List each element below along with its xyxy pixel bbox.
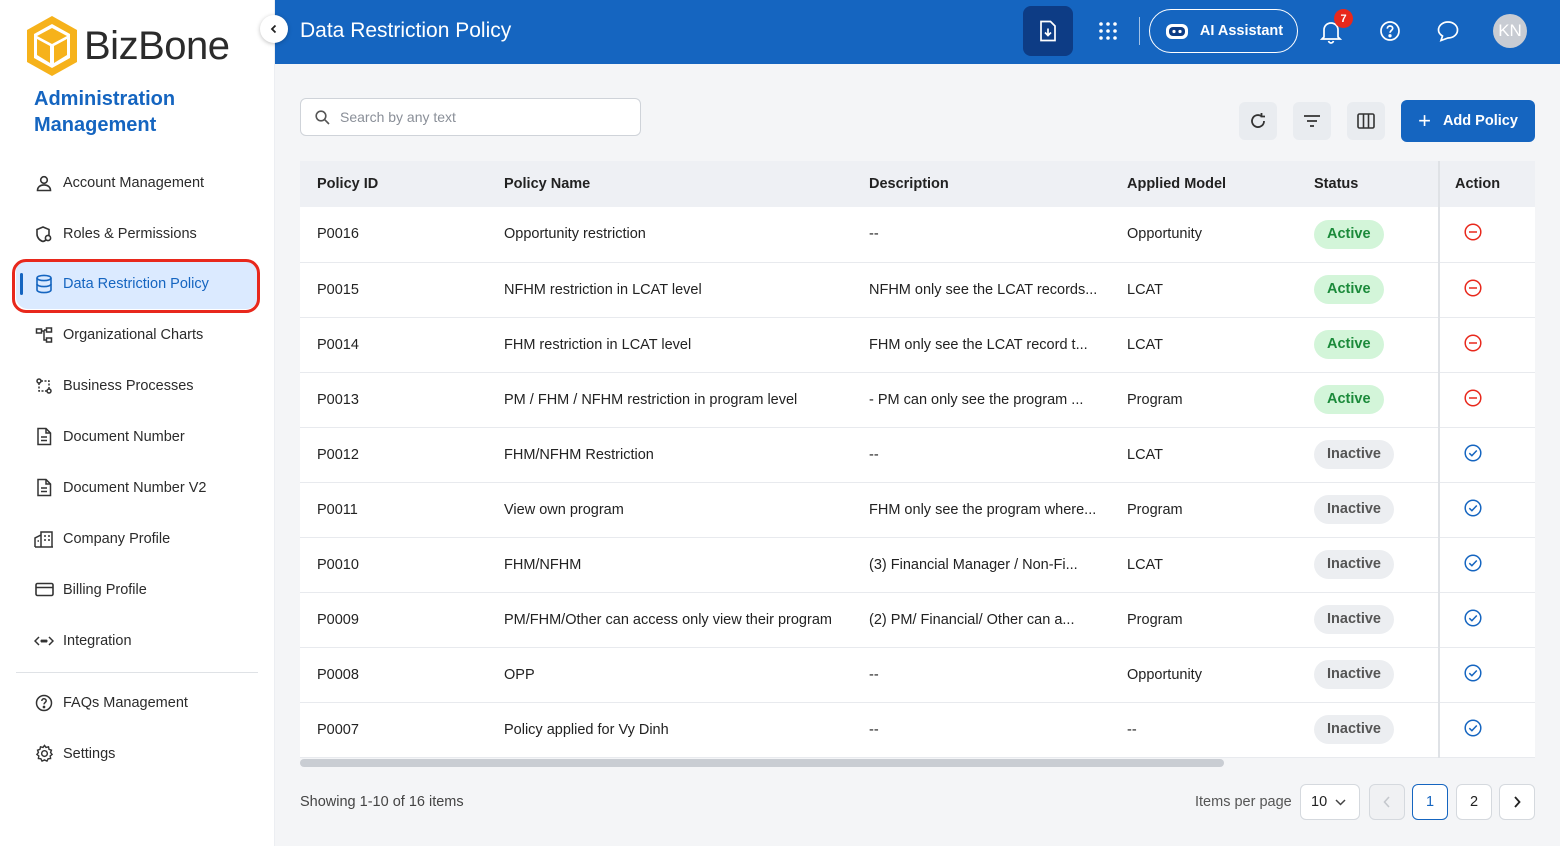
user-icon: [34, 173, 54, 193]
table-row[interactable]: [300, 317, 1535, 372]
cell-description: --: [869, 666, 879, 683]
sidebar-item-faqs-management[interactable]: [16, 677, 258, 728]
column-header-policy-name[interactable]: Policy Name: [504, 176, 591, 192]
cell-applied-model: Program: [1127, 501, 1183, 518]
table-row[interactable]: [300, 592, 1535, 647]
cell-status: [1297, 647, 1439, 702]
cell-action: [1439, 592, 1535, 647]
sidebar: [0, 0, 275, 846]
credit-card-icon: [34, 580, 54, 600]
top-header: [275, 0, 1560, 64]
download-file-icon: [1038, 20, 1058, 42]
filter-button[interactable]: [1293, 102, 1331, 140]
activate-button[interactable]: [1464, 664, 1482, 682]
status-badge: Inactive: [1314, 660, 1394, 689]
cell-applied-model: LCAT: [1127, 556, 1163, 573]
items-per-page-label: Items per page: [1195, 794, 1292, 810]
cell-description: --: [869, 226, 879, 243]
notification-badge: 7: [1334, 9, 1353, 28]
cell-status: [1297, 702, 1439, 757]
status-badge: Inactive: [1314, 715, 1394, 744]
cell-status: [1297, 317, 1439, 372]
deactivate-button[interactable]: [1464, 279, 1482, 297]
logo-text: BizBone: [84, 23, 230, 68]
cell-policy-id: P0011: [317, 501, 358, 518]
integration-icon: [34, 631, 54, 651]
cell-status: [1297, 372, 1439, 427]
cell-policy-name[interactable]: View own program: [504, 501, 624, 518]
sidebar-item-roles-permissions[interactable]: [16, 208, 258, 259]
sidebar-item-label: Integration: [63, 632, 132, 649]
chevron-left-icon: [269, 24, 279, 34]
cell-policy-id: P0008: [317, 666, 359, 683]
cell-policy-id: P0007: [317, 721, 359, 738]
sidebar-item-billing-profile[interactable]: [16, 564, 258, 615]
cell-status: [1297, 207, 1439, 262]
column-header-action: Action: [1439, 161, 1535, 207]
column-header-policy-id[interactable]: Policy ID: [317, 176, 379, 192]
sidebar-item-company-profile[interactable]: [16, 513, 258, 564]
search-input[interactable]: [340, 109, 620, 125]
cell-action: [1439, 537, 1535, 592]
search-box[interactable]: [300, 98, 641, 136]
cell-applied-model: --: [1127, 721, 1137, 738]
minus-circle-icon: [1464, 223, 1482, 241]
minus-circle-icon: [1464, 389, 1482, 407]
status-badge: Inactive: [1314, 605, 1394, 634]
sidebar-nav: [16, 157, 258, 779]
cell-policy-id: P0014: [317, 336, 359, 353]
sidebar-collapse-button[interactable]: [260, 15, 288, 43]
cell-applied-model: Opportunity: [1127, 666, 1202, 683]
columns-button[interactable]: [1347, 102, 1385, 140]
sidebar-item-account-management[interactable]: [16, 157, 258, 208]
sidebar-item-label: Roles & Permissions: [63, 225, 197, 242]
deactivate-button[interactable]: [1464, 334, 1482, 352]
table-row[interactable]: [300, 372, 1535, 427]
ai-assistant-button[interactable]: [1149, 9, 1298, 53]
table-header-row: [300, 161, 1535, 207]
refresh-button[interactable]: [1239, 102, 1277, 140]
sidebar-item-label: FAQs Management: [63, 694, 188, 711]
sidebar-item-label: Settings: [63, 745, 116, 762]
pagination-summary: Showing 1-10 of 16 items: [300, 794, 464, 810]
chevron-right-icon: [1513, 796, 1521, 808]
column-header-description[interactable]: Description: [869, 176, 949, 192]
cell-applied-model: LCAT: [1127, 281, 1163, 298]
cell-policy-name[interactable]: NFHM restriction in LCAT level: [504, 281, 702, 298]
activate-button[interactable]: [1464, 499, 1482, 517]
cell-action: [1439, 262, 1535, 317]
cell-policy-id: P0010: [317, 556, 359, 573]
activate-button[interactable]: [1464, 554, 1482, 572]
status-badge: Inactive: [1314, 550, 1394, 579]
cell-action: [1439, 427, 1535, 482]
cell-status: [1297, 592, 1439, 647]
check-circle-icon: [1464, 554, 1482, 572]
cell-policy-name[interactable]: FHM/NFHM: [504, 556, 582, 573]
sidebar-item-document-number-v2[interactable]: [16, 462, 258, 513]
column-header-status[interactable]: Status: [1314, 176, 1359, 192]
status-badge: Inactive: [1314, 495, 1394, 524]
app-title: Administration Management: [34, 88, 176, 136]
table-body: [300, 207, 1535, 757]
logo: [24, 14, 229, 78]
sidebar-item-organizational-charts[interactable]: [16, 309, 258, 360]
cell-status: [1297, 427, 1439, 482]
cell-action: [1439, 482, 1535, 537]
database-icon: [34, 274, 54, 294]
prev-page-button[interactable]: [1369, 784, 1405, 820]
apps-grid-button[interactable]: [1093, 16, 1123, 46]
cell-action: [1439, 647, 1535, 702]
cell-applied-model: LCAT: [1127, 446, 1163, 463]
check-circle-icon: [1464, 444, 1482, 462]
filter-icon: [1303, 114, 1321, 128]
cell-description: (3) Financial Manager / Non-Fi...: [869, 556, 1078, 573]
cell-policy-name[interactable]: FHM restriction in LCAT level: [504, 336, 692, 353]
cell-policy-id: P0013: [317, 391, 359, 408]
cell-applied-model: Program: [1127, 611, 1183, 628]
status-badge: Active: [1314, 385, 1384, 414]
org-chart-icon: [34, 325, 54, 345]
sidebar-item-label: Business Processes: [63, 377, 194, 394]
table-row[interactable]: [300, 702, 1535, 757]
table-row[interactable]: [300, 262, 1535, 317]
add-policy-label: Add Policy: [1442, 113, 1518, 129]
cell-policy-id: P0015: [317, 281, 359, 298]
ai-assistant-label: AI Assistant: [1199, 23, 1284, 39]
cell-applied-model: LCAT: [1127, 336, 1163, 353]
sidebar-item-label: Company Profile: [63, 530, 171, 547]
grid-dots-icon: [1098, 21, 1118, 41]
table-row[interactable]: [300, 207, 1535, 262]
shield-user-icon: [34, 224, 54, 244]
minus-circle-icon: [1464, 334, 1482, 352]
user-avatar[interactable]: KN: [1493, 14, 1527, 48]
process-icon: [34, 376, 54, 396]
sidebar-divider: [16, 672, 258, 673]
cell-policy-name[interactable]: FHM/NFHM Restriction: [504, 446, 654, 463]
column-header-applied-model[interactable]: Applied Model: [1127, 176, 1227, 192]
cell-action: [1439, 317, 1535, 372]
cell-description: (2) PM/ Financial/ Other can a...: [869, 611, 1075, 628]
cell-applied-model: Opportunity: [1127, 226, 1202, 243]
cell-policy-id: P0009: [317, 611, 359, 628]
cell-policy-name[interactable]: OPP: [504, 666, 535, 683]
horizontal-scrollbar[interactable]: [300, 759, 1224, 767]
sidebar-item-document-number[interactable]: [16, 411, 258, 462]
chevron-left-icon: [1383, 796, 1391, 808]
export-button[interactable]: [1023, 6, 1073, 56]
sidebar-item-label: Data Restriction Policy: [63, 276, 209, 292]
cell-policy-id: P0012: [317, 446, 359, 463]
table-row[interactable]: [300, 537, 1535, 592]
question-icon: [34, 693, 54, 713]
chevron-down-icon: [1335, 799, 1346, 806]
deactivate-button[interactable]: [1464, 223, 1482, 241]
add-policy-button[interactable]: [1401, 100, 1535, 142]
deactivate-button[interactable]: [1464, 389, 1482, 407]
cell-action: [1439, 702, 1535, 757]
status-badge: Active: [1314, 275, 1384, 304]
sidebar-item-label: Document Number: [63, 428, 185, 445]
items-per-page-value: 10: [1311, 794, 1328, 810]
cell-action: [1439, 207, 1535, 262]
table-row[interactable]: [300, 427, 1535, 482]
search-icon: [315, 110, 330, 125]
activate-button[interactable]: [1464, 719, 1482, 737]
plus-icon: +: [1418, 108, 1431, 133]
header-separator: [1139, 17, 1140, 45]
page-2-button[interactable]: 2: [1456, 784, 1492, 820]
cell-description: FHM only see the LCAT record t...: [869, 336, 1088, 353]
status-badge: Active: [1314, 220, 1384, 249]
sidebar-item-settings[interactable]: [16, 728, 258, 779]
robot-icon: [1164, 21, 1190, 41]
help-button[interactable]: [1375, 16, 1405, 46]
cell-policy-id: P0016: [317, 226, 359, 243]
page-1-button[interactable]: 1: [1412, 784, 1448, 820]
sidebar-item-integration[interactable]: [16, 615, 258, 666]
page-title: Data Restriction Policy: [300, 19, 512, 42]
check-circle-icon: [1464, 719, 1482, 737]
status-badge: Inactive: [1314, 440, 1394, 469]
activate-button[interactable]: [1464, 444, 1482, 462]
building-icon: [34, 529, 54, 549]
refresh-icon: [1249, 112, 1267, 130]
sidebar-item-label: Organizational Charts: [63, 326, 204, 343]
document-icon: [34, 427, 54, 447]
sidebar-item-data-restriction-policy[interactable]: [16, 259, 258, 309]
cell-description: NFHM only see the LCAT records...: [869, 281, 1098, 298]
cell-policy-name[interactable]: PM / FHM / NFHM restriction in program level: [504, 391, 798, 408]
minus-circle-icon: [1464, 279, 1482, 297]
sidebar-item-label: Billing Profile: [63, 581, 147, 598]
cell-policy-name[interactable]: Opportunity restriction: [504, 226, 646, 243]
activate-button[interactable]: [1464, 609, 1482, 627]
cell-action: [1439, 372, 1535, 427]
sidebar-item-business-processes[interactable]: [16, 360, 258, 411]
check-circle-icon: [1464, 609, 1482, 627]
sidebar-item-label: Account Management: [63, 174, 205, 191]
cell-applied-model: Program: [1127, 391, 1183, 408]
cell-status: [1297, 262, 1439, 317]
status-badge: Active: [1314, 330, 1384, 359]
cell-description: - PM can only see the program ...: [869, 391, 1084, 408]
cell-description: FHM only see the program where...: [869, 501, 1097, 518]
next-page-button[interactable]: [1499, 784, 1535, 820]
help-icon: [1379, 20, 1401, 42]
cell-status: [1297, 537, 1439, 592]
cell-status: [1297, 482, 1439, 537]
check-circle-icon: [1464, 499, 1482, 517]
columns-icon: [1357, 113, 1375, 129]
sidebar-item-label: Document Number V2: [63, 479, 207, 496]
cell-description: --: [869, 446, 879, 463]
cell-policy-name[interactable]: PM/FHM/Other can access only view their program: [504, 611, 832, 628]
cell-policy-name[interactable]: Policy applied for Vy Dinh: [504, 721, 669, 738]
gear-icon: [34, 744, 54, 764]
table-row[interactable]: [300, 482, 1535, 537]
chat-button[interactable]: [1433, 16, 1463, 46]
chat-bubble-icon: [1436, 20, 1460, 42]
items-per-page-select[interactable]: [1300, 784, 1360, 820]
logo-cube-icon: [24, 14, 80, 78]
table-row[interactable]: [300, 647, 1535, 702]
document-icon: [34, 478, 54, 498]
check-circle-icon: [1464, 664, 1482, 682]
policy-table: [300, 161, 1535, 758]
cell-description: --: [869, 721, 879, 738]
